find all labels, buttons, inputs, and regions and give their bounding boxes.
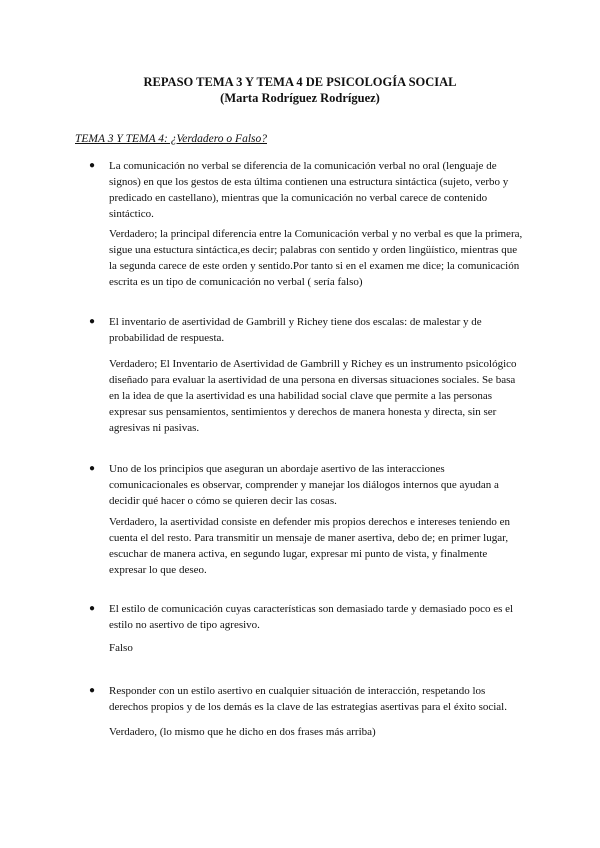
answer-4: Falso [109, 642, 133, 654]
question-1: La comunicación no verbal se diferencia de la comunicación verbal no oral (lenguaje de signos) en que los gestos de esta última contienen una estructura sintáctica (sujeto, verbo y predicado en castellano), mientras que la comunicación no verbal carece de contenido sintáctico. [109, 160, 509, 220]
bullet-icon: ● [89, 316, 96, 327]
section-heading: TEMA 3 Y TEMA 4: ¿Verdadero o Falso? [75, 133, 267, 145]
answer-1: Verdadero; la principal diferencia entre la Comunicación verbal y no verbal es que la primera, sigue una estuctura sintáctica,es decir; palabras con sentido y orden lingüístico, mientras que la segunda carece de este orden y sentido.Por tanto si en el examen me dice; la comunicación escrita es un tipo de comunicación no verbal ( sería falso) [109, 228, 523, 288]
answer-2: Verdadero; El Inventario de Asertividad de Gambrill y Richey es un instrumento psicológico diseñado para evaluar la asertividad de una persona en diversas situaciones sociales. Se basa en la idea de que la asertividad es una habilidad social clave que permite a las personas expresar sus pensamientos, sentimientos y derechos de manera honesta y directa, sin ser agresivas ni pasivas. [109, 358, 517, 434]
question-5: Responder con un estilo asertivo en cualquier situación de interacción, respetando los derechos propios y de los demás es la clave de las estrategias asertivas para el éxito social. [109, 685, 507, 713]
bullet-icon: ● [89, 685, 96, 696]
answer-3: Verdadero, la asertividad consiste en defender mis propios derechos e intereses teniendo en cuenta el del resto. Para transmitir un mensaje de maner asertiva, debo de; en primer lugar, escuchar de manera activa, en segundo lugar, expresar mi punto de vista, y finalmente expresar lo que deseo. [109, 516, 511, 576]
bullet-icon: ● [89, 463, 96, 474]
bullet-icon: ● [89, 603, 96, 614]
question-3: Uno de los principios que aseguran un abordaje asertivo de las interacciones comunicacionales es observar, comprender y manejar los diálogos internos que ayudan a decidir qué hacer o cómo se quieren decir las cosas. [109, 463, 499, 507]
document-author: (Marta Rodríguez Rodríguez) [220, 91, 380, 105]
document-title: REPASO TEMA 3 Y TEMA 4 DE PSICOLOGÍA SOCIAL [143, 75, 457, 89]
answer-5: Verdadero, (lo mismo que he dicho en dos frases más arriba) [109, 726, 376, 738]
bullet-icon: ● [89, 160, 96, 171]
question-4: El estilo de comunicación cuyas características son demasiado tarde y demasiado poco es el estilo no asertivo de tipo agresivo. [109, 603, 514, 631]
question-2: El inventario de asertividad de Gambrill y Richey tiene dos escalas: de malestar y de probabilidad de respuesta. [109, 316, 482, 344]
